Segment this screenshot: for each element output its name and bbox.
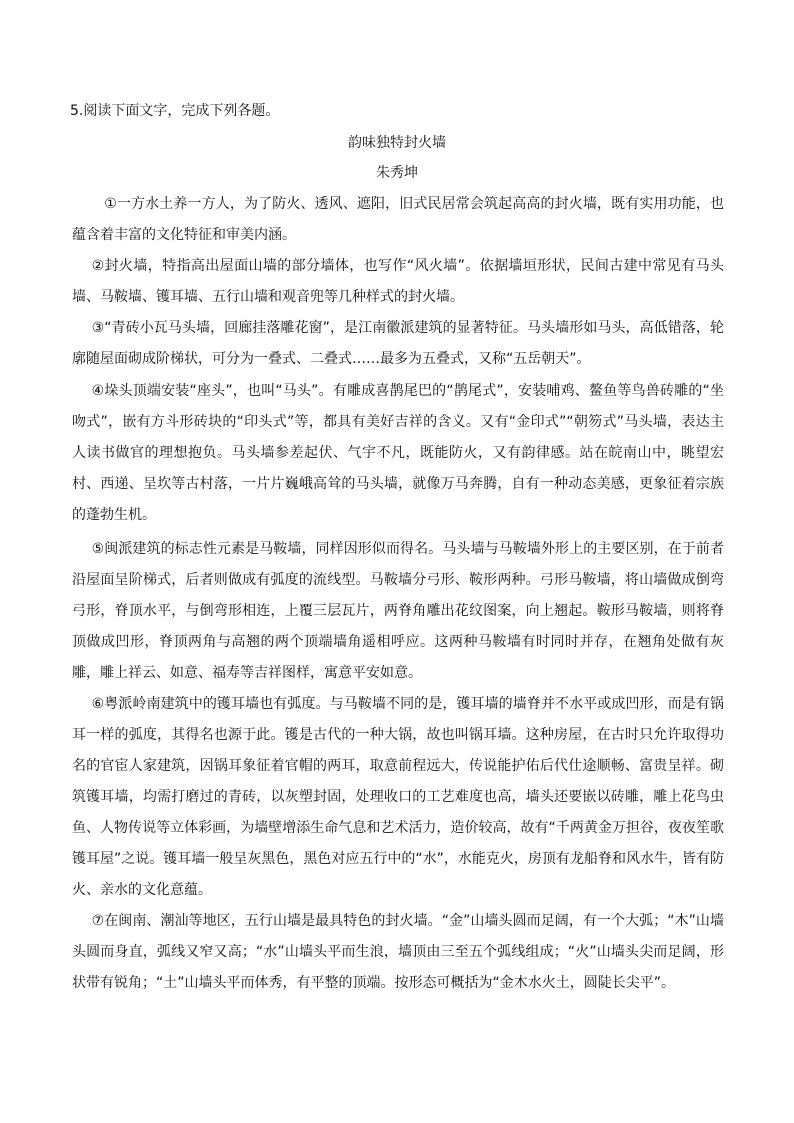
- question-prompt: 5.阅读下面文字，完成下列各题。: [70, 103, 280, 119]
- paragraph-5: ⑤闽派建筑的标志性元素是马鞍墙，同样因形似而得名。马头墙与马鞍墙外形上的主要区别，在于前者沿屋面呈阶梯式，后者则做成有弧度的流线型。马鞍墙分弓形、鞍形两种。弓形马鞍墙，将山墙做成倒弯弓形，脊顶水平，与倒弯形相连，上覆三层瓦片，两脊角雕出花纹图案，向上翘起。鞍形马鞍墙，则将脊顶做成凹形，脊顶两角与高翘的两个顶端墙角遥相呼应。这两种马鞍墙有时同时并存，在翘角处做有灰雕，雕上祥云、如意、福寿等吉祥图样，寓意平安如意。: [72, 541, 724, 681]
- paragraph-1: ①一方水土养一方人，为了防火、透风、遮阳，旧式民居常会筑起高高的封火墙，既有实用功能，也蕴含着丰富的文化特征和审美内涵。: [72, 196, 724, 243]
- paragraph-2: ②封火墙，特指高出屋面山墙的部分墙体，也写作“风火墙”。依据墙垣形状，民间古建中常见有马头墙、马鞍墙、镬耳墙、五行山墙和观音兜等几种样式的封火墙。: [72, 258, 724, 305]
- paragraph-4: ④垛头顶端安装“座头”，也叫“马头”。有雕成喜鹊尾巴的“鹊尾式”，安装哺鸡、鳌鱼等鸟兽砖雕的“坐吻式”，嵌有方斗形砖块的“印头式”等，都具有美好吉祥的含义。又有“金印式”“朝笏式”马头墙，表达主人读书做官的理想抱负。马头墙参差起伏、气宇不凡，既能防火，又有韵律感。站在皖南山中，眺望宏村、西递、呈坎等古村落，一片片巍峨高耸的马头墙，就像万马奔腾，自有一种动态美感，更象征着宗族的蓬勃生机。: [72, 383, 724, 523]
- paragraph-3: ③“青砖小瓦马头墙，回廊挂落雕花窗”，是江南徽派建筑的显著特征。马头墙形如马头，高低错落，轮廓随屋面砌成阶梯状，可分为一叠式、二叠式……最多为五叠式，又称“五岳朝天”。: [72, 320, 724, 367]
- article-title: 韵味独特封火墙: [348, 135, 446, 151]
- paragraph-7: ⑦在闽南、潮汕等地区，五行山墙是最具特色的封火墙。“金”山墙头圆而足阔，有一个大弧；“木”山墙头圆而身直，弧线又窄又高；“水”山墙头平而生浪，墙顶由三至五个弧线组成；“火”山墙头尖而足阔，形状带有锐角；“土”山墙头平而体秀，有平整的顶端。按形态可概括为“金木水火土，圆陡长尖平”。: [72, 913, 724, 991]
- article-author: 朱秀坤: [376, 165, 418, 181]
- paragraph-6: ⑥粤派岭南建筑中的镬耳墙也有弧度。与马鞍墙不同的是，镬耳墙的墙脊并不水平或成凹形，而是有锅耳一样的弧度，其得名也源于此。镬是古代的一种大锅，故也叫锅耳墙。这种房屋，在古时只允许取得功名的官宦人家建筑，因锅耳象征着官帽的两耳，取意前程远大，传说能护佑后代仕途顺畅、富贵呈祥。砌筑镬耳墙，均需打磨过的青砖，以灰塑封固，处理收口的工艺难度也高，墙头还要嵌以砖雕，雕上花鸟虫鱼、人物传说等立体彩画，为墙壁增添生命气息和艺术活力，造价较高，故有“千两黄金万担谷，夜夜笙歌镬耳屋”之说。镬耳墙一般呈灰黑色，黑色对应五行中的“水”，水能克火，房顶有龙船脊和风水牛，皆有防火、亲水的文化意蕴。: [72, 696, 724, 898]
